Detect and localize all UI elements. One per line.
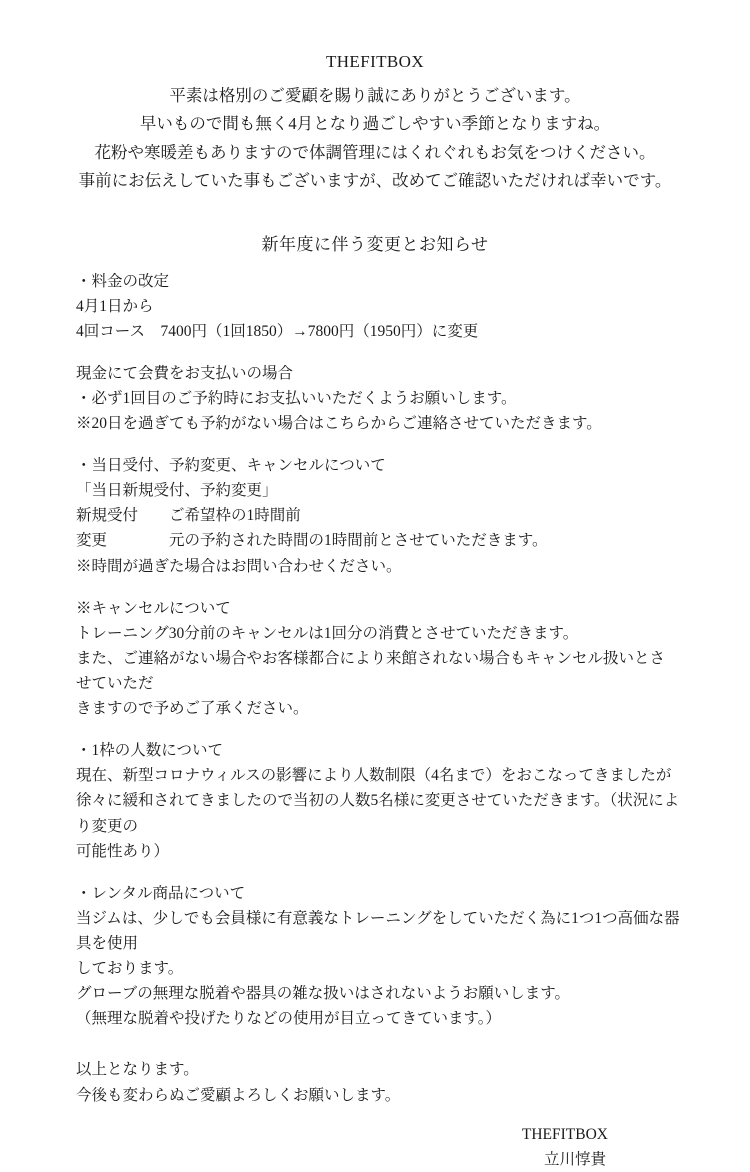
block-capacity-per-slot xyxy=(70,738,680,864)
greeting-line: 事前にお伝えしていた事もございますが、改めてご確認いただければ幸いです。 xyxy=(78,171,672,191)
block-line: ※時間が過ぎた場合はお問い合わせください。 xyxy=(76,557,402,575)
block-line: ※20日を過ぎても予約がない場合はこちらからご連絡させていただきます。 xyxy=(76,415,602,433)
signature-block xyxy=(70,1122,680,1172)
block-line: また、ご連絡がない場合やお客様都合により来館されない場合もキャンセル扱いとさせていただ xyxy=(76,649,666,693)
block-line: 新規受付 ご希望枠の1時間前 xyxy=(76,507,301,525)
block-line: ・当日受付、予約変更、キャンセルについて xyxy=(76,457,386,475)
block-line: トレーニング30分前のキャンセルは1回分の消費とさせていただきます。 xyxy=(76,624,579,642)
signature-company: THEFITBOX xyxy=(521,1125,608,1143)
block-cancellation-policy xyxy=(70,596,680,722)
block-line: しております。 xyxy=(76,960,184,978)
block-cash-payment xyxy=(70,361,680,436)
section-heading: 新年度に伴う変更とお知らせ xyxy=(261,234,489,254)
block-line: 変更 元の予約された時間の1時間前とさせていただきます。 xyxy=(76,532,548,550)
greeting-line: 花粉や寒暖差もありますので体調管理にはくれぐれもお気をつけください。 xyxy=(94,142,656,162)
block-price-revision xyxy=(70,269,680,344)
block-line: 4回コース 7400円（1回1850）→7800円（1950円）に変更 xyxy=(76,322,479,340)
block-line: ※キャンセルについて xyxy=(76,599,231,617)
block-line: 4月1日から xyxy=(76,297,154,315)
block-line: ・レンタル商品について xyxy=(76,884,246,902)
block-line: ・必ず1回目のご予約時にお支払いいただくようお願いします。 xyxy=(76,389,517,407)
block-line: 現在、新型コロナウィルスの影響により人数制限（4名まで）をおこなってきましたが xyxy=(76,767,672,785)
block-rental-items xyxy=(70,881,680,1032)
block-line: （無理な脱着や投げたりなどの使用が目立ってきています。） xyxy=(76,1010,502,1028)
greeting-line: 平素は格別のご愛顧を賜り誠にありがとうございます。 xyxy=(169,86,581,105)
block-line: 「当日新規受付、予約変更」 xyxy=(76,482,278,500)
block-line: 現金にて会費をお支払いの場合 xyxy=(76,364,294,382)
block-line: きますので予めご了承ください。 xyxy=(76,700,309,718)
block-line: グローブの無理な脱着や器具の雑な扱いはされないようお願いします。 xyxy=(76,985,570,1003)
block-same-day-reservation xyxy=(70,453,680,579)
greeting-line: 早いもので間も無く4月となり過ごしやすい季節となりますね。 xyxy=(139,114,611,134)
closing-line: 今後も変わらぬご愛顧よろしくお願いします。 xyxy=(76,1086,401,1104)
block-line: 可能性あり） xyxy=(76,842,170,860)
block-line: ・1枠の人数について xyxy=(76,742,223,760)
block-line: 当ジムは、少しでも会員様に有意義なトレーニングをしていただく為に1つ1つ高価な器具を使用 xyxy=(76,909,680,953)
greeting-paragraph xyxy=(70,82,680,196)
page-title: THEFITBOX xyxy=(325,52,425,71)
closing-paragraph xyxy=(70,1057,680,1107)
closing-line: 以上となります。 xyxy=(76,1061,199,1079)
signature-name: 立川惇貴 xyxy=(543,1150,606,1168)
block-line: 徐々に緩和されてきましたので当初の人数5名様に変更させていただきます。（状況により変更の xyxy=(76,792,680,835)
block-line: ・料金の改定 xyxy=(76,272,170,290)
